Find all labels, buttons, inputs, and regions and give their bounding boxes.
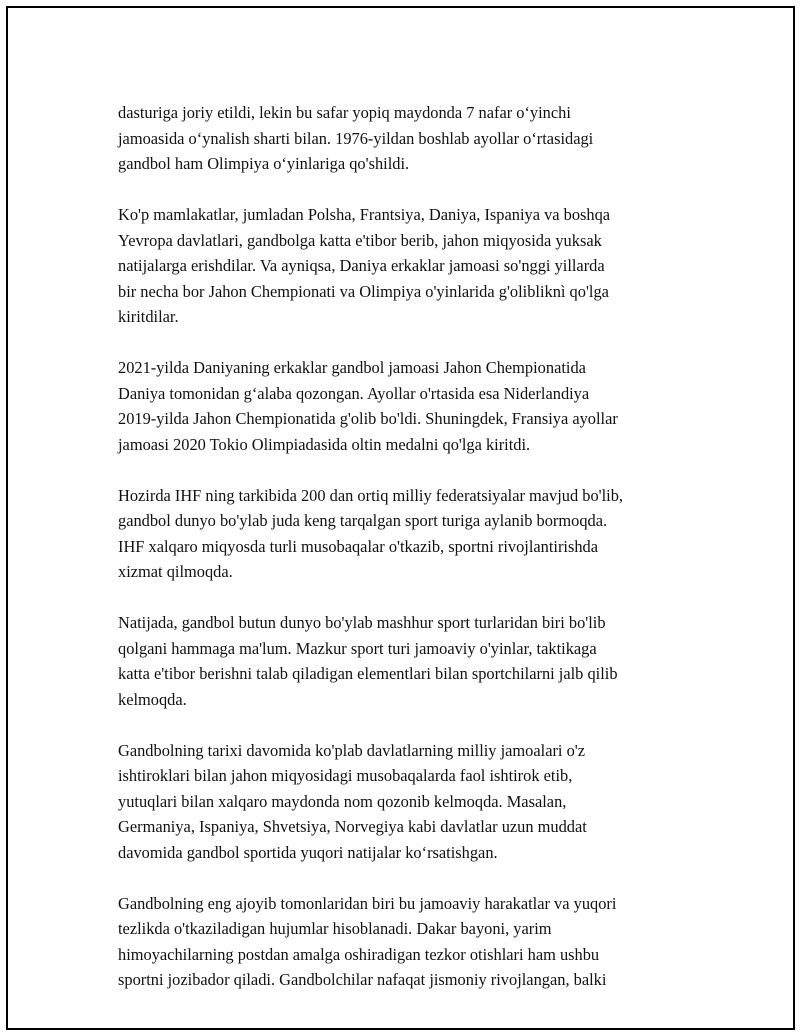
paragraph-line: katta e'tibor berishni talab qiladigan elementlari bilan sportchilarni jalb qilib — [118, 664, 618, 683]
paragraph-line: Ko'p mamlakatlar, jumladan Polsha, Frantsiya, Daniya, Ispaniya va boshqa — [118, 205, 611, 224]
paragraph-line: Germaniya, Ispaniya, Shvetsiya, Norvegiya kabi davlatlar uzun muddat — [118, 817, 587, 836]
paragraph-line: bir necha bor Jahon Chempionati va Olimpiya o'yinlarida g'olibliknì qo'lga — [118, 281, 609, 301]
paragraph-line: Daniya tomonidan g‘alaba qozongan. Ayollar o'rtasida esa Niderlandiya — [118, 383, 590, 403]
paragraph — [118, 355, 698, 457]
paragraph-line: kelmoqda. — [118, 689, 187, 709]
paragraph — [118, 738, 698, 866]
paragraph-line: tezlikda o'tkaziladigan hujumlar hisoblanadi. Dakar bayoni, yarim — [118, 919, 552, 938]
paragraph-line: yutuqlari bilan xalqaro maydonda nom qozonib kelmoqda. Masalan, — [118, 791, 567, 811]
paragraph-line: himoyachilarning postdan amalga oshiradigan tezkor otishlari ham ushbu — [118, 944, 600, 964]
paragraph-line: sportni jozibador qiladi. Gandbolchilar nafaqat jismoniy rivojlangan, balki — [118, 970, 607, 989]
paragraph-line: Natijada, gandbol butun dunyo bo'ylab mashhur sport turlaridan biri bo'lib — [118, 613, 606, 632]
paragraph-line: gandbol dunyo bo'ylab juda keng tarqalgan sport turiga aylanib bormoqda. — [118, 511, 608, 530]
paragraph-line: qolgani hammaga ma'lum. Mazkur sport turi jamoaviy o'yinlar, taktikaga — [118, 638, 597, 658]
paragraph-line: kiritdilar. — [118, 307, 179, 326]
paragraph-line: Hozirda IHF ning tarkibida 200 dan ortiq milliy federatsiyalar mavjud bo'lib, — [118, 485, 624, 505]
paragraph-line: IHF xalqaro miqyosda turli musobaqalar o'tkazib, sportni rivojlantirishda — [118, 536, 599, 556]
paragraph-line: 2021-yilda Daniyaning erkaklar gandbol jamoasi Jahon Chempionatida — [118, 358, 586, 377]
paragraph — [118, 202, 698, 330]
page-frame — [6, 6, 795, 1030]
paragraph — [118, 100, 698, 177]
paragraph-line: jamoasida o‘ynalish sharti bilan. 1976-yildan boshlab ayollar o‘rtasidagi — [118, 128, 594, 148]
paragraph-line: davomida gandbol sportida yuqori natijalar ko‘rsatishgan. — [118, 842, 498, 862]
paragraph — [118, 891, 698, 993]
paragraph-line: Yevropa davlatlari, gandbolga katta e'tibor berib, jahon miqyosida yuksak — [118, 230, 602, 250]
paragraph-line: xizmat qilmoqda. — [118, 562, 233, 581]
paragraph-line: Gandbolning eng ajoyib tomonlaridan biri bu jamoaviy harakatlar va yuqori — [118, 893, 617, 913]
paragraph-line: natijalarga erishdilar. Va ayniqsa, Daniya erkaklar jamoasi so'nggi yillarda — [118, 256, 605, 275]
paragraph-line: jamoasi 2020 Tokio Olimpiadasida oltin medalni qo'lga kiritdi. — [118, 434, 531, 454]
paragraph — [118, 610, 698, 712]
document-body — [118, 100, 698, 1018]
paragraph-line: dasturiga joriy etildi, lekin bu safar yopiq maydonda 7 nafar o‘yinchi — [118, 103, 571, 122]
paragraph-line: Gandbolning tarixi davomida ko'plab davlatlarning milliy jamoalari o'z — [118, 740, 586, 760]
paragraph-line: 2019-yilda Jahon Chempionatida g'olib bo'ldi. Shuningdek, Fransiya ayollar — [118, 409, 618, 428]
paragraph-line: gandbol ham Olimpiya o‘yinlariga qo'shildi. — [118, 154, 410, 173]
paragraph-line: ishtiroklari bilan jahon miqyosidagi musobaqalarda faol ishtirok etib, — [118, 766, 573, 785]
paragraph — [118, 483, 698, 585]
